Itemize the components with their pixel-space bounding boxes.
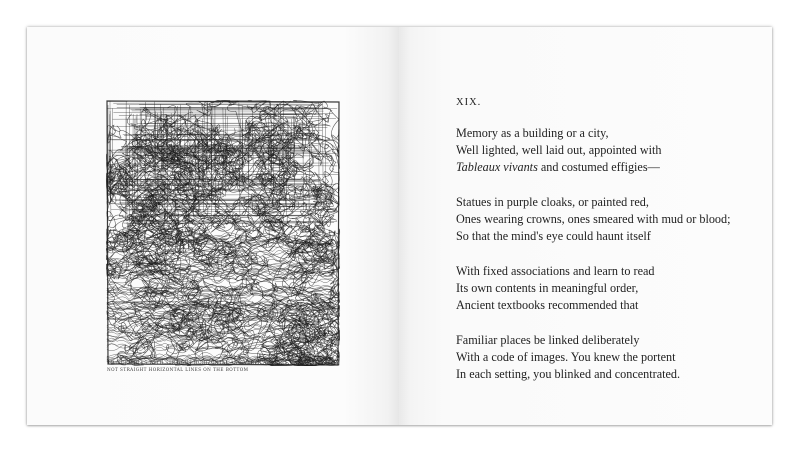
scribble-stroke [119, 115, 323, 116]
poem-line: Memory as a building or a city, [456, 126, 609, 140]
poem-line: Well lighted, well laid out, appointed with [456, 143, 662, 157]
poem-line: So that the mind's eye could haunt itself [456, 229, 651, 243]
poem-number: XIX. [456, 97, 482, 108]
scribble-stroke [132, 199, 304, 200]
line-rest: and costumed effigies— [537, 160, 660, 174]
poem-line: Statues in purple cloaks, or painted red, [456, 195, 649, 209]
poem-line [456, 159, 756, 176]
poem-line: In each setting, you blinked and concentrated. [456, 367, 681, 381]
poem-line: With a code of images. You knew the portent [456, 350, 676, 364]
figure-caption [107, 360, 337, 373]
scribble-stroke [155, 111, 156, 215]
scribble-drawing [105, 99, 341, 367]
poem-line: Its own contents in meaningful order, [456, 281, 639, 295]
book-spread [27, 27, 772, 425]
stanza-2 [456, 194, 756, 245]
caption-text: SCRIBBLES WITH STRAIGHT HORIZONTAL AND VERTICAL LINES ON THE TOP AND NOT STRAIGHT HORIZONTAL LINES ON THE BOTTOM [107, 360, 336, 372]
scribble-stroke [130, 190, 333, 191]
stanza-4 [456, 332, 756, 383]
stanza-3 [456, 263, 756, 314]
italic-phrase: Tableaux vivants [456, 160, 538, 174]
poem-line: With fixed associations and learn to read [456, 264, 655, 278]
poem [456, 97, 756, 401]
stanza-1 [456, 125, 756, 176]
poem-line: Ancient textbooks recommended that [456, 298, 639, 312]
scribble-stroke [118, 174, 338, 175]
poem-line: Ones wearing crowns, ones smeared with mud or blood; [456, 212, 731, 226]
scribble-artwork [105, 99, 341, 367]
figure-number: 19 [107, 360, 114, 366]
left-page [27, 27, 399, 425]
poem-line: Familiar places be linked deliberately [456, 333, 640, 347]
